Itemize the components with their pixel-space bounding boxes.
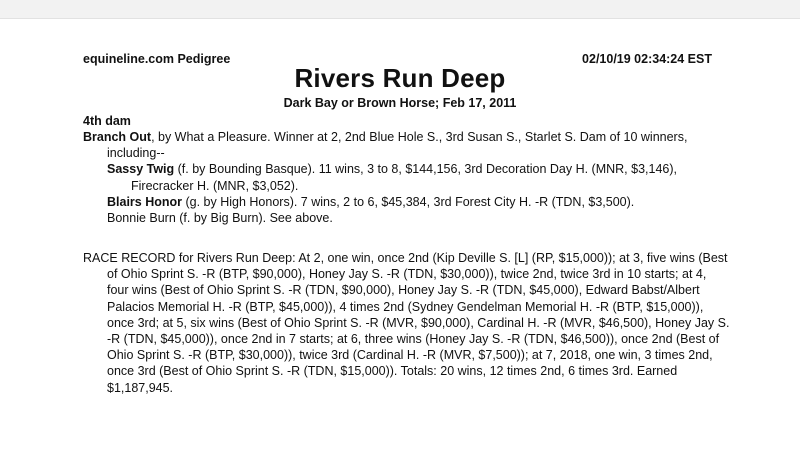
horse-name: Blairs Honor xyxy=(107,194,183,209)
dam-entry xyxy=(83,129,735,161)
source-label: equineline.com Pedigree xyxy=(83,52,231,66)
report-timestamp: 02/10/19 02:34:24 EST xyxy=(582,52,712,66)
entry-text: , by What a Pleasure. Winner at 2, 2nd Blue Hole S., 3rd Susan S., Starlet S. Dam of 10 winners, including-- xyxy=(107,130,688,161)
entry-text: Bonnie Burn (f. by Big Burn). See above. xyxy=(107,211,333,225)
entry-text: (g. by High Honors). 7 wins, 2 to 6, $45,384, 3rd Forest City H. -R (TDN, $3,500). xyxy=(182,194,635,209)
produce-entry xyxy=(107,210,711,226)
section-label: 4th dam xyxy=(83,114,131,128)
horse-name: Sassy Twig xyxy=(107,162,175,177)
browser-top-bar xyxy=(0,0,800,19)
pedigree-page[interactable] xyxy=(0,18,800,453)
page-title: Rivers Run Deep xyxy=(294,63,506,93)
produce-entry xyxy=(107,194,735,210)
entry-text: (f. by Bounding Basque). 11 wins, 3 to 8, $144,156, 3rd Decoration Day H. (MNR, $3,146), Firecracker H. (MNR, $3,052). xyxy=(131,162,677,193)
horse-name: Branch Out xyxy=(83,130,152,144)
produce-entry xyxy=(107,161,735,193)
horse-description: Dark Bay or Brown Horse; Feb 17, 2011 xyxy=(283,96,517,110)
race-record: RACE RECORD for Rivers Run Deep: At 2, one win, once 2nd (Kip Deville S. [L] (RP, $15,000)); at 3, five wins (Best of Ohio Sprint S. -R (BTP, $90,000), Honey Jay S. -R (TDN, $30,000)), twice 2nd, twice 3rd in 10 starts; at 4, four wins (Best of Ohio Sprint S. -R (TDN, $90,000), Honey Jay S. -R (TDN, $45,000), Edward Babst/Albert Palacios Memorial H. -R (BTP, $45,000)), 4 times 2nd (Sydney Gendelman Memorial H. -R (BTP, $15,000)), once 3rd; at 5, six wins (Best of Ohio Sprint S. -R (MVR, $90,000), Cardinal H. -R (MVR, $46,500), Honey Jay S. -R (TDN, $45,000)), once 2nd in 7 starts; at 6, three wins (Honey Jay S. -R (TDN, $46,500)), once 2nd (Best of Ohio Sprint S. -R (BTP, $30,000)), twice 3rd (Cardinal H. -R (MVR, $7,500)); at 7, 2018, one win, 3 times 2nd, once 3rd (Best of Ohio Sprint S. -R (TDN, $15,000)). Totals: 20 wins, 12 times 2nd, 6 times 3rd. Earned $1,187,945. xyxy=(83,251,730,395)
